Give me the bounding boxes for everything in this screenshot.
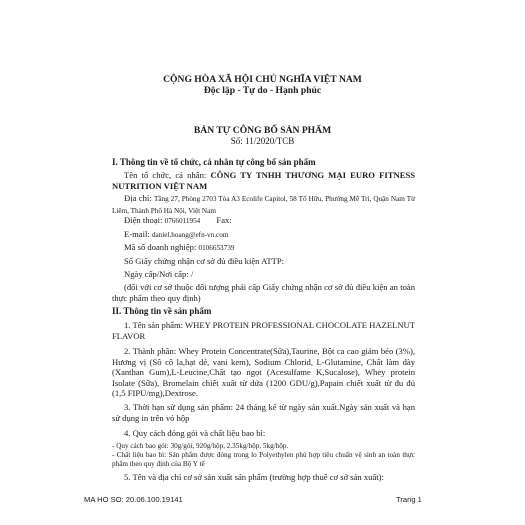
cert-row [112,256,415,266]
issue-value: / [190,269,194,279]
address-row [112,193,415,216]
product-ingredients: 2. Thành phần: Whey Protein Concentrate(Sữa),Taurine, Bột ca cao giảm béo (3%), Hương vị (Sô cô la,hạt dẻ, vani kem), Sodium Chlorid, L-Glutamine, Chất làm dày (Xanthan Gum),L-Leucine,Chất tạo ngọt (Acesulfame K,Sucalose), Whey protein Isolate (Sữa), Bromelain chiết xuất từ dứa (1200 GDU/g),Papain chiết xuất từ đu đủ (1,5 FIPU/mg),Dextrose. [112,346,415,399]
nation-header: CỘNG HÒA XÃ HỘI CHỦ NGHĨA VIỆT NAM [163,74,362,85]
cert-note: (đối với cơ sở thuộc đối tượng phải cấp Giấy chứng nhận cơ sở đủ điều kiện an toàn thực phẩm theo quy định) [112,282,415,303]
org-name-row [112,170,415,191]
page-number: Trang 1 [396,495,422,504]
issue-label: Ngày cấp/Nơi cấp: [124,269,189,279]
section-2-heading: II. Thông tin về sản phẩm [112,306,212,316]
packaging-heading: 4. Quy cách đóng gói và chất liệu bao bì: [124,428,266,438]
email-label: E-mail: [124,229,150,239]
cert-line: Số Giấy chứng nhận cơ sở đủ điều kiện ATTP: [124,256,285,266]
address-value: Tầng 27, Phòng 2703 Tòa A3 Ecolife Capitol, 58 Tố Hữu, Phường Mễ Trì, Quận Nam Từ Liêm, Thành Phố Hà Nội, Việt Nam [112,195,415,215]
document-number: Số: 11/2020/TCB [230,136,295,146]
section-1-heading: I. Thông tin về tổ chức, cá nhân tự công bố sản phẩm [112,157,316,167]
packaging-material: - Chất liệu bao bì: Sản phẩm được đóng trong lo Polyethylen phù hợp tiêu chuẩn vệ sinh an toàn thực phẩm theo quy định của Bộ Y tế [112,451,415,469]
tax-label: Mã số doanh nghiệp: [124,242,197,252]
phone-label: Điện thoại: [124,215,163,225]
product-shelf-life: 3. Thời hạn sử dụng sản phẩm: 24 tháng kể từ ngày sản xuất.Ngày sản xuất và hạn sử dụng in trên vỏ hộp [112,402,415,423]
address-label: Địa chỉ: [124,193,152,203]
dossier-code: MA HO SO: 20.06.100.19141 [84,495,183,504]
phone-value: 0766011954 [164,217,201,225]
phone-row [112,215,415,226]
org-name: CÔNG TY TNHH THƯƠNG MẠI EURO FITNESS NUTRITION VIỆT NAM [112,170,416,191]
email-row [112,229,415,240]
product-name: 1. Tên sản phẩm: WHEY PROTEIN PROFESSIONAL CHOCOLATE HAZELNUT FLAVOR [112,320,415,341]
issue-row [112,269,415,279]
motto-header: Độc lập - Tự do - Hạnh phúc [203,85,322,96]
fax-label: Fax: [216,215,232,225]
org-label: Tên tổ chức, cá nhân: [124,170,207,180]
tax-row [112,242,415,253]
tax-value: 0106653739 [198,244,235,252]
manufacturer-heading: 5. Tên và địa chỉ cơ sở sản xuất sản phẩm (trường hợp thuê cơ sở sản xuất): [124,472,384,482]
email-value: daniel.hoang@efn-vn.com [151,231,229,239]
packaging-spec: - Quy cách bao gói: 30g/gói, 920g/hộp, 2.35kg/hộp, 5kg/hộp. [112,442,289,450]
document-title: BẢN TỰ CÔNG BỐ SẢN PHẨM [193,125,332,136]
